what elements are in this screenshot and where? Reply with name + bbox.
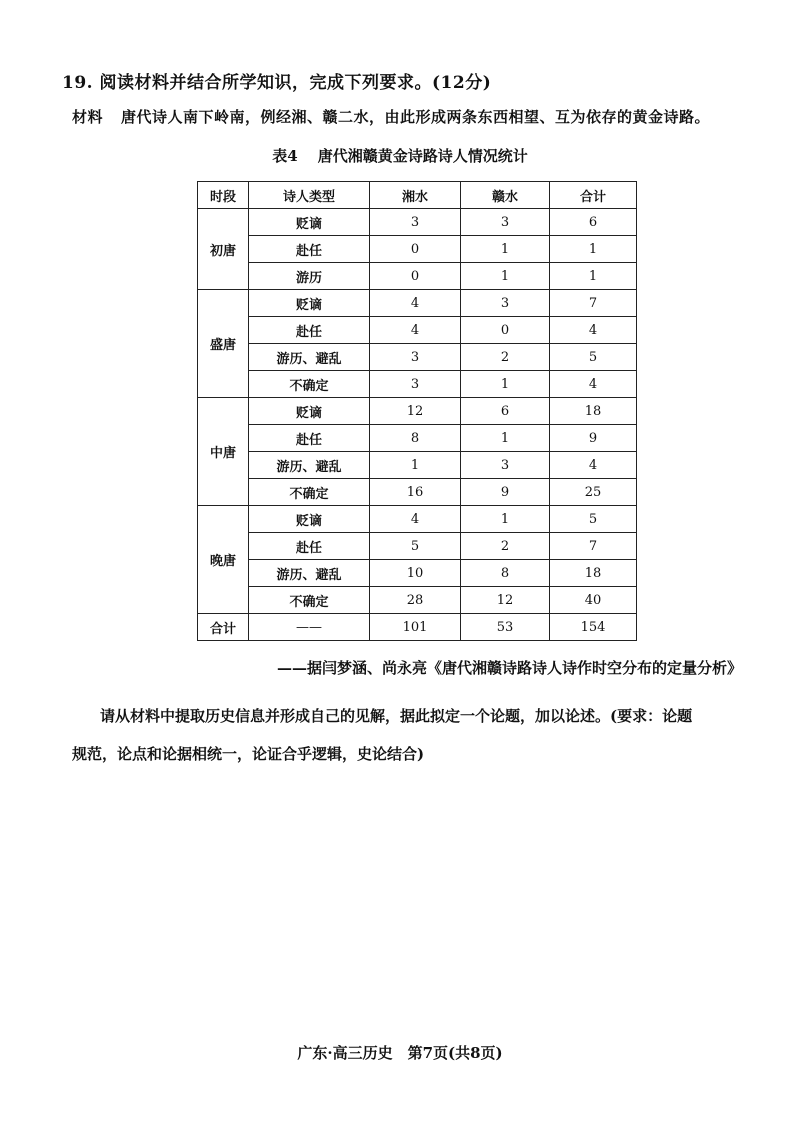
material-label: 材料 <box>72 108 104 126</box>
type-cell: 贬谪 <box>249 398 370 425</box>
table-row <box>198 506 637 533</box>
table-row <box>198 290 637 317</box>
xiang-cell: 3 <box>370 344 461 371</box>
material-text: 唐代诗人南下岭南，例经湘、赣二水，由此形成两条东西相望、互为依存的黄金诗路。 <box>121 108 711 126</box>
gan-cell: 2 <box>461 344 550 371</box>
xiang-cell: 3 <box>370 209 461 236</box>
table-row <box>198 344 637 371</box>
period-cell: 晚唐 <box>198 506 249 614</box>
table-number: 表4 <box>272 147 298 165</box>
type-cell: 不确定 <box>249 371 370 398</box>
poet-statistics-table <box>197 181 637 641</box>
type-cell: 游历、避乱 <box>249 452 370 479</box>
gan-cell: 9 <box>461 479 550 506</box>
header-poet-type: 诗人类型 <box>249 182 370 209</box>
gan-cell: 1 <box>461 371 550 398</box>
type-cell: 不确定 <box>249 479 370 506</box>
xiang-cell: 0 <box>370 236 461 263</box>
gan-cell: 1 <box>461 263 550 290</box>
gan-cell: 8 <box>461 560 550 587</box>
xiang-cell: 12 <box>370 398 461 425</box>
total-cell: 6 <box>550 209 637 236</box>
gan-cell: 12 <box>461 587 550 614</box>
grand-total-cell: 154 <box>550 614 637 641</box>
total-cell: 1 <box>550 263 637 290</box>
total-cell: 18 <box>550 398 637 425</box>
header-gan: 赣水 <box>461 182 550 209</box>
total-cell: 40 <box>550 587 637 614</box>
question-title: 19. 阅读材料并结合所学知识，完成下列要求。(12分) <box>62 73 492 93</box>
period-cell: 中唐 <box>198 398 249 506</box>
total-cell: 5 <box>550 506 637 533</box>
table-row <box>198 560 637 587</box>
xiang-cell: 0 <box>370 263 461 290</box>
type-cell: 贬谪 <box>249 209 370 236</box>
table-row <box>198 479 637 506</box>
gan-cell: 3 <box>461 452 550 479</box>
total-cell: 4 <box>550 371 637 398</box>
total-gan-cell: 53 <box>461 614 550 641</box>
type-cell: 赴任 <box>249 317 370 344</box>
total-cell: 7 <box>550 533 637 560</box>
table-row <box>198 263 637 290</box>
table-row <box>198 209 637 236</box>
gan-cell: 1 <box>461 506 550 533</box>
xiang-cell: 4 <box>370 317 461 344</box>
xiang-cell: 28 <box>370 587 461 614</box>
type-cell: 赴任 <box>249 533 370 560</box>
table-row <box>198 452 637 479</box>
prompt-line-2: 规范，论点和论据相统一，论证合乎逻辑，史论结合) <box>72 745 425 763</box>
xiang-cell: 4 <box>370 290 461 317</box>
total-xiang-cell: 101 <box>370 614 461 641</box>
prompt-line-1: 请从材料中提取历史信息并形成自己的见解，据此拟定一个论题，加以论述。(要求：论题 <box>100 707 693 725</box>
page-footer: 广东·高三历史 第7页(共8页) <box>297 1044 503 1062</box>
gan-cell: 1 <box>461 425 550 452</box>
table-row <box>198 425 637 452</box>
xiang-cell: 8 <box>370 425 461 452</box>
table-caption <box>0 145 800 166</box>
total-cell: 4 <box>550 317 637 344</box>
table-title: 唐代湘赣黄金诗路诗人情况统计 <box>317 147 528 165</box>
source-citation: ——据闫梦涵、尚永亮《唐代湘赣诗路诗人诗作时空分布的定量分析》 <box>276 659 742 677</box>
table-header-row <box>198 182 637 209</box>
type-cell: 不确定 <box>249 587 370 614</box>
xiang-cell: 10 <box>370 560 461 587</box>
period-cell: 盛唐 <box>198 290 249 398</box>
total-cell: 4 <box>550 452 637 479</box>
table-row <box>198 533 637 560</box>
table-total-row <box>198 614 637 641</box>
gan-cell: 3 <box>461 290 550 317</box>
total-cell: 18 <box>550 560 637 587</box>
total-cell: 5 <box>550 344 637 371</box>
total-cell: 7 <box>550 290 637 317</box>
total-cell: 1 <box>550 236 637 263</box>
xiang-cell: 5 <box>370 533 461 560</box>
xiang-cell: 16 <box>370 479 461 506</box>
gan-cell: 0 <box>461 317 550 344</box>
xiang-cell: 4 <box>370 506 461 533</box>
gan-cell: 2 <box>461 533 550 560</box>
type-cell: 游历、避乱 <box>249 560 370 587</box>
table-row <box>198 236 637 263</box>
total-cell: 9 <box>550 425 637 452</box>
total-type-cell: —— <box>249 614 370 641</box>
xiang-cell: 3 <box>370 371 461 398</box>
table-row <box>198 371 637 398</box>
type-cell: 贬谪 <box>249 290 370 317</box>
type-cell: 游历 <box>249 263 370 290</box>
type-cell: 赴任 <box>249 425 370 452</box>
total-label-cell: 合计 <box>198 614 249 641</box>
table-row <box>198 398 637 425</box>
type-cell: 游历、避乱 <box>249 344 370 371</box>
table-row <box>198 587 637 614</box>
question-prompt <box>72 697 742 773</box>
header-total: 合计 <box>550 182 637 209</box>
gan-cell: 6 <box>461 398 550 425</box>
header-xiang: 湘水 <box>370 182 461 209</box>
period-cell: 初唐 <box>198 209 249 290</box>
gan-cell: 3 <box>461 209 550 236</box>
type-cell: 贬谪 <box>249 506 370 533</box>
total-cell: 25 <box>550 479 637 506</box>
type-cell: 赴任 <box>249 236 370 263</box>
table-row <box>198 317 637 344</box>
gan-cell: 1 <box>461 236 550 263</box>
material-paragraph <box>72 106 710 127</box>
xiang-cell: 1 <box>370 452 461 479</box>
header-period: 时段 <box>198 182 249 209</box>
